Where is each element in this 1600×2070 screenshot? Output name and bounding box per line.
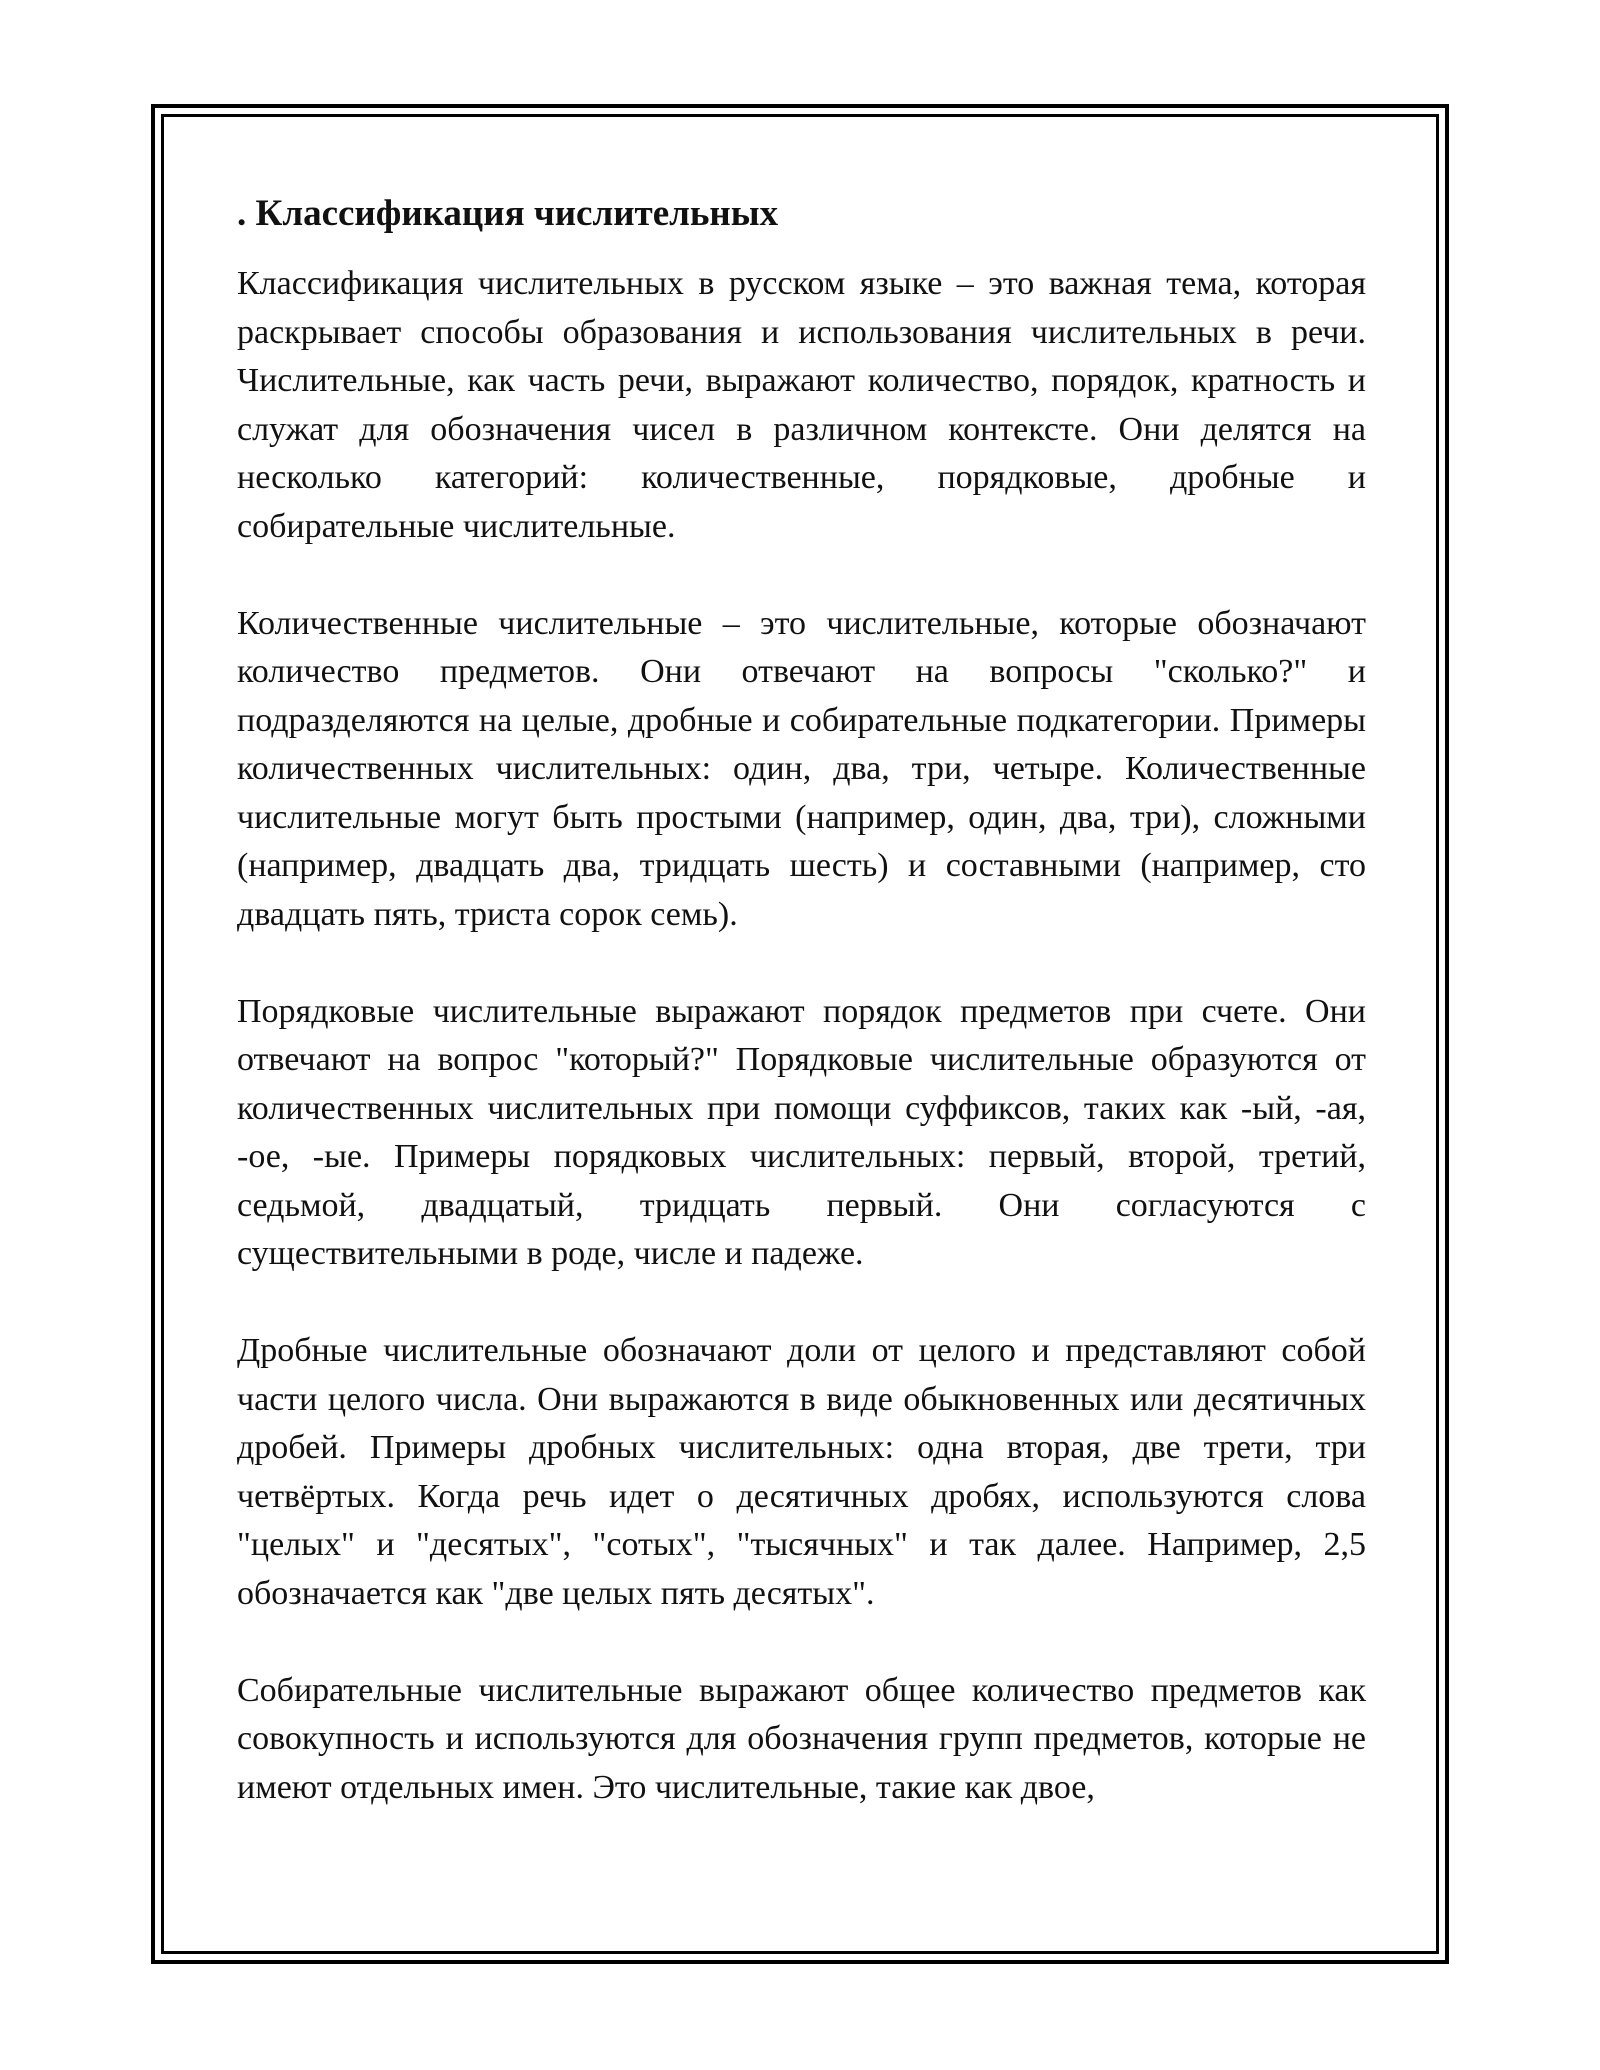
paragraph-collective: Собирательные числительные выражают общее количество предметов как совокупность и используются для обозначения групп предметов, которые не имеют отдельных имен. Это числительные, такие как двое, <box>237 1671 1366 1806</box>
paragraph-ordinal: Порядковые числительные выражают порядок предметов при счете. Они отвечают на вопрос "который?" Порядковые числительные образуются от количественных числительных при помощи суффиксов, таких как -ый, -ая, -ое, -ые. Примеры порядковых числительных: первый, второй, третий, седьмой, двадцатый, тридцать первый. Они согласуются с существительными в роде, числе и падеже. <box>237 992 1366 1272</box>
paragraph-intro: Классификация числительных в русском языке – это важная тема, которая раскрывает способы образования и использования числительных в речи. Числительные, как часть речи, выражают количество, порядок, кратность и служат для обозначения чисел в различном контексте. Они делятся на несколько категорий: количественные, порядковые, дробные и собирательные числительные. <box>237 265 1366 545</box>
section-heading: . Классификация числительных <box>237 193 779 234</box>
paragraph-cardinal: Количественные числительные – это числительные, которые обозначают количество предметов. Они отвечают на вопросы "сколько?" и подразделяются на целые, дробные и собирательные подкатегории. Примеры количественных числительных: один, два, три, четыре. Количественные числительные могут быть простыми (например, один, два, три), сложными (например, двадцать два, тридцать шесть) и составными (например, сто двадцать пять, триста сорок семь). <box>237 604 1366 933</box>
document-body <box>237 190 1366 1812</box>
paragraph-fractional: Дробные числительные обозначают доли от целого и представляют собой части целого числа. Они выражаются в виде обыкновенных или десятичных дробей. Примеры дробных числительных: одна вторая, две трети, три четвёртых. Когда речь идет о десятичных дробях, используются слова "целых" и "десятых", "сотых", "тысячных" и так далее. Например, 2,5 обозначается как "две целых пять десятых". <box>237 1332 1366 1612</box>
